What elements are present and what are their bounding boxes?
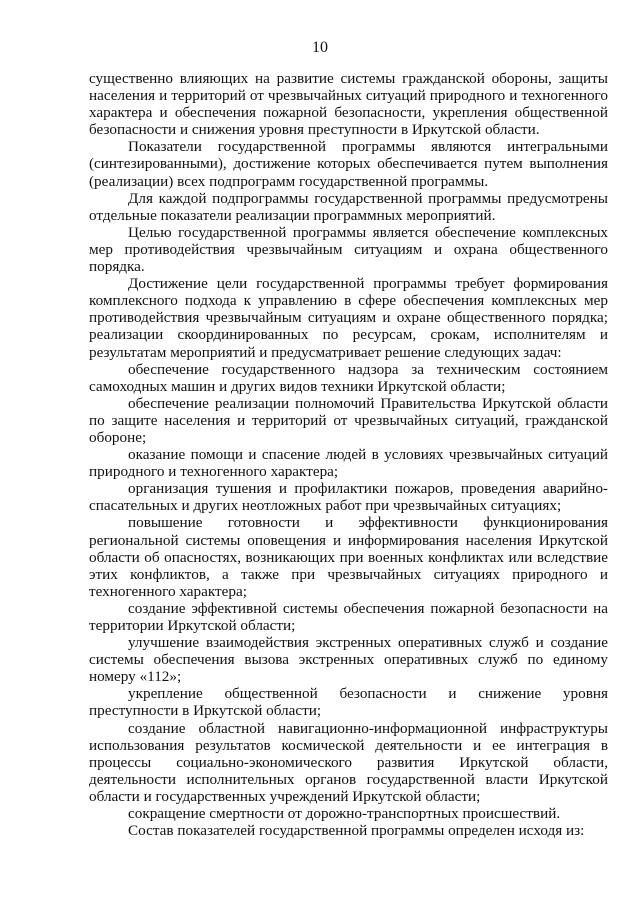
paragraph: Показатели государственной программы являются интегральными (синтезированными), достижение которых обеспечивается путем выполнения (реализации) всех подпрограмм государственной программы. xyxy=(89,138,608,190)
paragraph: Достижение цели государственной программы требует формирования комплексного подхода к управлению в сфере обеспечения комплексных мер противодействия чрезвычайным ситуациям и охране общественного порядка; реализации скоординированных по ресурсам, срокам, исполнителям и результатам мероприятий и предусматривает решение следующих задач: xyxy=(89,275,608,361)
task-item: оказание помощи и спасение людей в условиях чрезвычайных ситуаций природного и техногенного характера; xyxy=(89,446,608,481)
paragraph: существенно влияющих на развитие системы гражданской обороны, защиты населения и территорий от чрезвычайных ситуаций природного и техногенного характера и обеспечения пожарной безопасности, укрепления общественной безопасности и снижения уровня преступности в Иркутской области. xyxy=(89,70,608,139)
paragraph: Состав показателей государственной программы определен исходя из: xyxy=(128,822,585,840)
task-item: создание эффективной системы обеспечения пожарной безопасности на территории Иркутской области; xyxy=(89,599,608,634)
task-item: обеспечение государственного надзора за техническим состоянием самоходных машин и других видов техники Иркутской области; xyxy=(89,360,608,395)
task-item: укрепление общественной безопасности и снижение уровня преступности в Иркутской области; xyxy=(89,685,608,720)
task-item: повышение готовности и эффективности функционирования региональной системы оповещения и информирования населения Иркутской области об опасностях, возникающих при военных конфликтах или вследствие этих конфликтов, а также при чрезвычайных ситуациях природного и техногенного характера; xyxy=(89,514,608,600)
task-item: организация тушения и профилактики пожаров, проведения аварийно-спасательных и других неотложных работ при чрезвычайных ситуациях; xyxy=(89,480,608,515)
paragraph: Целью государственной программы является обеспечение комплексных мер противодействия чрезвычайным ситуациям и охрана общественного порядка. xyxy=(89,223,608,276)
task-item: создание областной навигационно-информационной инфраструктуры использования результатов космической деятельности и ее интеграция в процессы социально-экономического развития Иркутской области, деятельности исполнительных органов государственной власти Иркутской области и государственных учреждений Иркутской области; xyxy=(89,719,608,805)
task-item: сокращение смертности от дорожно-транспортных происшествий. xyxy=(128,805,561,823)
task-item: улучшение взаимодействия экстренных оперативных служб и создание системы обеспечения вызова экстренных оперативных служб по единому номеру «112»; xyxy=(89,634,608,686)
page-number: 10 xyxy=(312,39,328,56)
paragraph: Для каждой подпрограммы государственной программы предусмотрены отдельные показатели реализации программных мероприятий. xyxy=(89,189,608,224)
document-body xyxy=(89,70,608,839)
task-item: обеспечение реализации полномочий Правительства Иркутской области по защите населения и территорий от чрезвычайных ситуаций, гражданской обороне; xyxy=(89,394,608,446)
